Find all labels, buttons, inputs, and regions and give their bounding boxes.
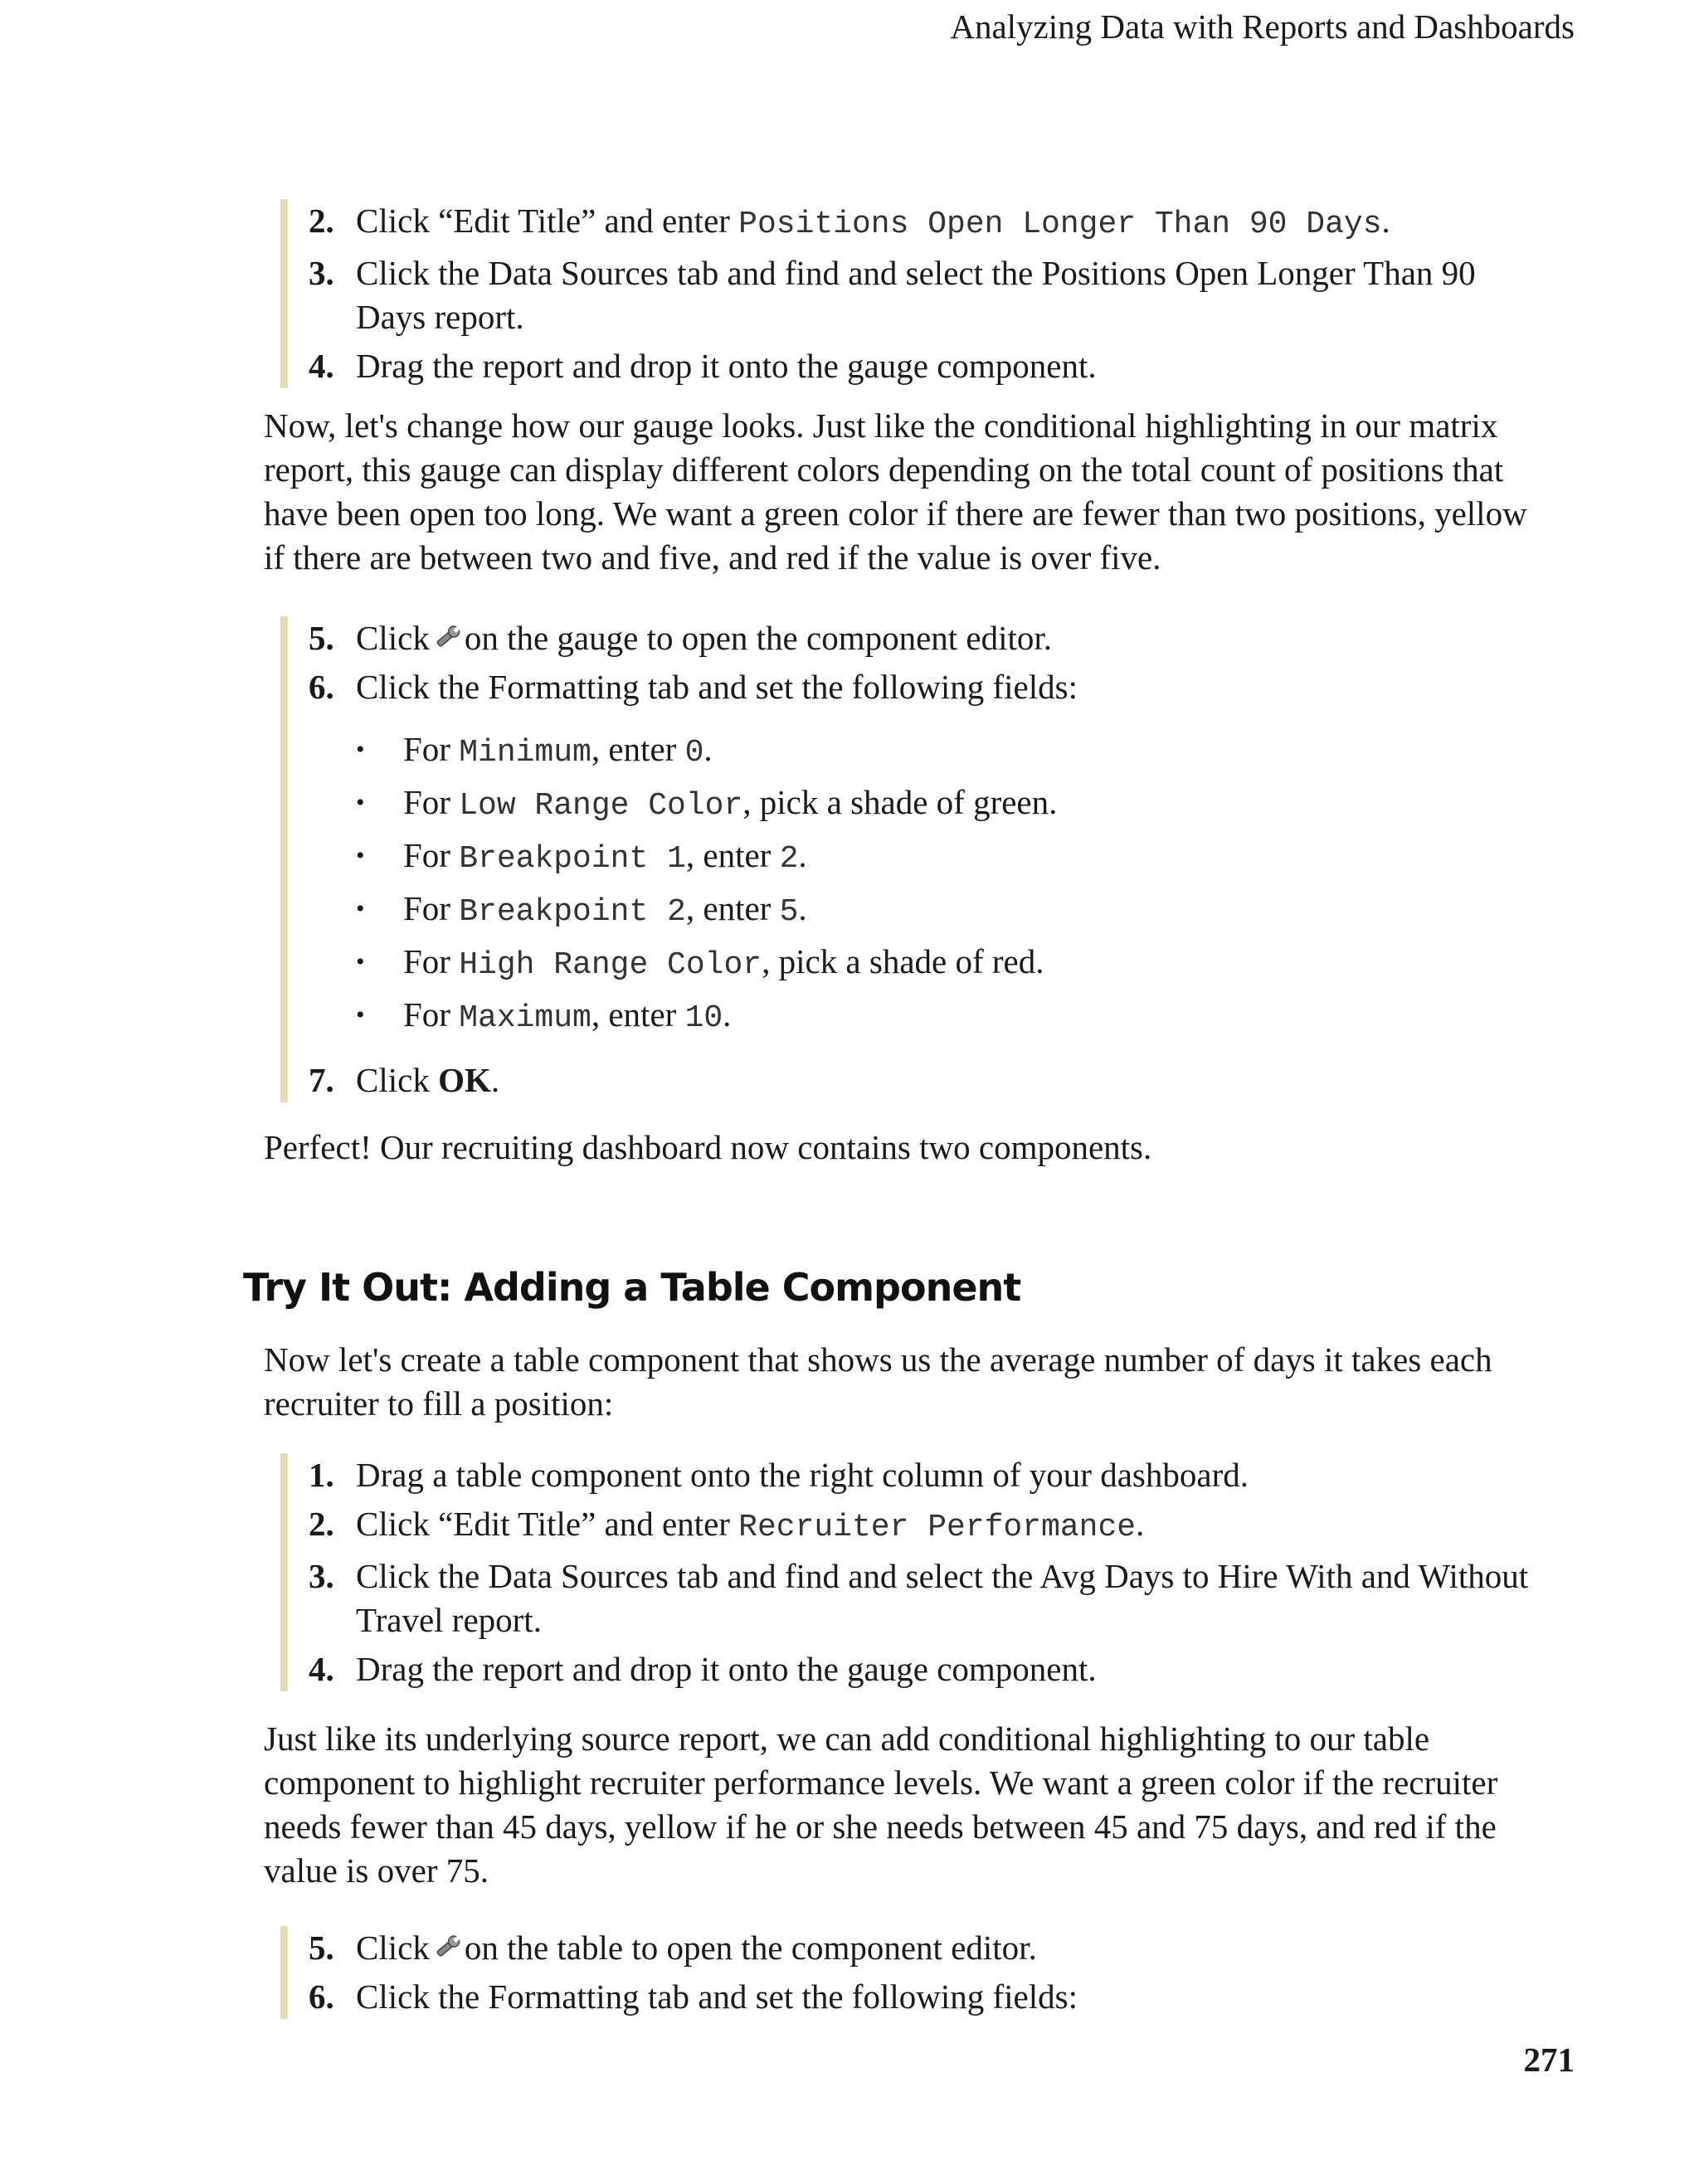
step-text: Click the Data Sources tab and find and select the Positions Open Longer Than 90 Days report. — [356, 254, 1476, 336]
code-text: Recruiter Performance — [738, 1510, 1137, 1545]
list-item: • For Minimum, enter 0. — [356, 730, 713, 771]
step-text: Drag the report and drop it onto the gauge component. — [356, 347, 1097, 385]
code-text: Positions Open Longer Than 90 Days — [738, 207, 1382, 242]
section-heading: Try It Out: Adding a Table Component — [243, 1265, 1021, 1310]
step-number: 6. — [309, 668, 334, 706]
steps-block-4 — [280, 1926, 1553, 2019]
code-value: 2 — [779, 841, 799, 877]
code-text: Maximum — [459, 1000, 591, 1036]
code-value: 10 — [684, 1000, 723, 1036]
step-3 — [309, 251, 1553, 339]
step-number: 5. — [309, 1929, 334, 1967]
wrench-icon — [431, 1929, 463, 1959]
step-6 — [309, 665, 1553, 709]
steps-block-2 — [280, 616, 1553, 1102]
code-text: Breakpoint 2 — [459, 894, 686, 930]
step-number: 2. — [309, 202, 334, 240]
step-number: 5. — [309, 619, 334, 657]
step-number: 2. — [309, 1505, 334, 1543]
step-5 — [309, 616, 1553, 660]
formatting-fields-list — [309, 727, 1553, 1040]
step-6 — [309, 1975, 1553, 2019]
ok-label: OK — [438, 1061, 491, 1099]
step-number: 3. — [309, 1557, 334, 1595]
step-text: Drag the report and drop it onto the gauge component. — [356, 1650, 1097, 1688]
step-2 — [309, 1502, 1553, 1549]
step-text: Click on the gauge to open the component editor. — [356, 619, 1053, 657]
step-number: 4. — [309, 1650, 334, 1688]
paragraph-table-intro: Now let's create a table component that shows us the average number of days it takes each recruiter to fill a position: — [264, 1340, 1492, 1423]
step-number: 7. — [309, 1061, 334, 1099]
step-number: 4. — [309, 347, 334, 385]
step-3 — [309, 1554, 1553, 1642]
list-item: • For Breakpoint 2, enter 5. — [356, 889, 807, 930]
step-text: Drag a table component onto the right column of your dashboard. — [356, 1456, 1249, 1494]
step-5 — [309, 1926, 1553, 1970]
step-1 — [309, 1453, 1553, 1497]
code-text: High Range Color — [459, 947, 762, 983]
running-header: Analyzing Data with Reports and Dashboards — [950, 7, 1575, 46]
code-text: Low Range Color — [459, 788, 743, 824]
step-2 — [309, 199, 1553, 246]
code-value: 5 — [779, 894, 799, 930]
paragraph-perfect: Perfect! Our recruiting dashboard now contains two components. — [264, 1128, 1152, 1166]
step-text: Click the Data Sources tab and find and select the Avg Days to Hire With and Without Travel report. — [356, 1557, 1529, 1639]
step-4 — [309, 344, 1553, 388]
step-number: 1. — [309, 1456, 334, 1494]
paragraph-gauge-colors: Now, let's change how our gauge looks. Just like the conditional highlighting in our matrix report, this gauge can display different colors depending on the total count of positions that have been open too long. We want a green color if there are fewer than two positions, yellow if there are between two and five, and red if the value is over five. — [264, 406, 1527, 576]
step-4 — [309, 1647, 1553, 1691]
step-7 — [309, 1058, 1553, 1102]
step-text: Click the Formatting tab and set the following fields: — [356, 668, 1078, 706]
step-text: Click on the table to open the component editor. — [356, 1929, 1037, 1967]
list-item: • For High Range Color, pick a shade of red. — [356, 942, 1044, 983]
list-item: • For Low Range Color, pick a shade of green. — [356, 783, 1058, 824]
list-item: • For Maximum, enter 10. — [356, 995, 732, 1036]
paragraph-table-highlighting: Just like its underlying source report, we can add conditional highlighting to our table component to highlight recruiter performance levels. We want a green color if the recruiter needs fewer than 45 days, yellow if he or she needs between 45 and 75 days, and red if the value is over 75. — [264, 1719, 1498, 1890]
wrench-icon — [431, 620, 463, 649]
step-text: Click “Edit Title” and enter Positions Open Longer Than 90 Days. — [356, 202, 1390, 242]
step-text: Click OK. — [356, 1061, 500, 1099]
code-text: Minimum — [459, 735, 591, 771]
steps-block-1 — [280, 199, 1553, 388]
step-text: Click the Formatting tab and set the following fields: — [356, 1977, 1078, 2016]
code-text: Breakpoint 1 — [459, 841, 686, 877]
code-value: 0 — [684, 735, 704, 771]
step-number: 6. — [309, 1977, 334, 2016]
step-number: 3. — [309, 254, 334, 292]
steps-block-3 — [280, 1453, 1553, 1691]
page-number: 271 — [1523, 2041, 1575, 2079]
list-item: • For Breakpoint 1, enter 2. — [356, 836, 807, 877]
step-text: Click “Edit Title” and enter Recruiter Performance. — [356, 1505, 1145, 1545]
